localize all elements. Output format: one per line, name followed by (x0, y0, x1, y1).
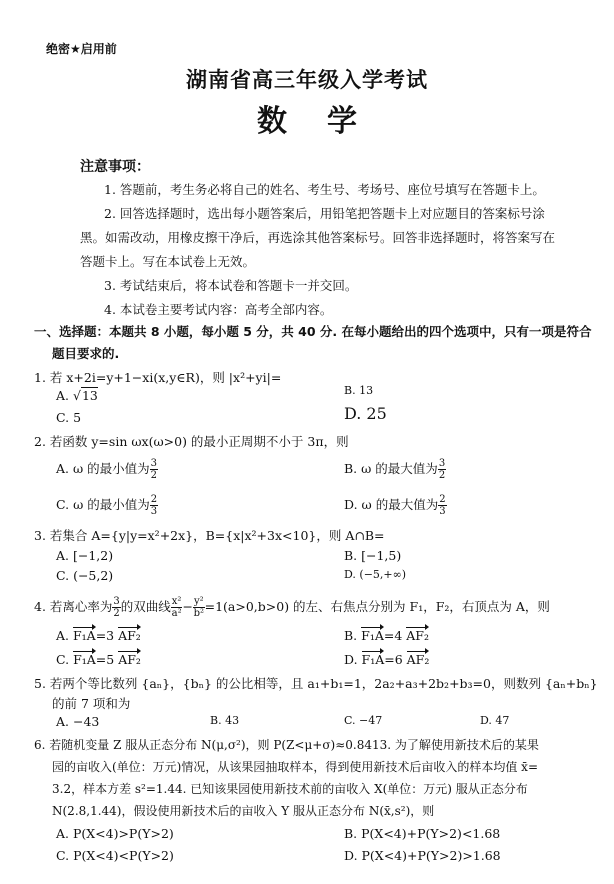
q1-option-b: B. 13 (344, 384, 374, 397)
q1-option-d: D. 25 (344, 404, 387, 423)
section-heading-cont: 题目要求的. (52, 346, 120, 361)
q4-option-a: A. F₁A=3 AF₂ (56, 628, 141, 643)
exam-title: 湖南省高三年级入学考试 (186, 68, 428, 92)
q2-option-a: A. ω 的最小值为 $\frac{3}{2}$ (56, 458, 158, 481)
q2-option-b: B. ω 的最大值为 $\frac{3}{2}$ (344, 458, 446, 481)
q6-option-c: C. P(X<4)<P(Y>2) (56, 848, 174, 863)
q5-option-c: C. −47 (344, 714, 383, 727)
q1-option-a: A. √13 (56, 388, 98, 403)
q6-option-a: A. P(X<4)>P(Y>2) (56, 826, 174, 841)
q6-option-d: D. P(X<4)+P(Y>2)>1.68 (344, 848, 501, 863)
q5-option-b: B. 43 (210, 714, 240, 727)
notice-item-2-cont: 黑。如需改动，用橡皮擦干净后，再选涂其他答案标号。回答非选择题时，将答案写在 (80, 230, 556, 245)
q3-stem: 3. 若集合 A={y|y=x²+2x}，B={x|x²+3x<10}，则 A∩B= (34, 528, 385, 543)
q5-stem: 5. 若两个等比数列 {aₙ}，{bₙ} 的公比相等，且 a₁+b₁=1，2a₂+a₃+2b₂+b₃=0，则数列 {aₙ+bₙ} (34, 676, 598, 691)
notice-heading: 注意事项： (80, 159, 150, 175)
q3-option-d: D. (−5,+∞) (344, 568, 407, 581)
q4-option-d: D. F₁A=6 AF₂ (344, 652, 430, 667)
notice-item-4: 4. 本试卷主要考试内容：高考全部内容。 (104, 302, 333, 317)
q6-stem-line2: 园的亩收入(单位：万元)情况，从该果园抽取样本，得到使用新技术后亩收入的样本均值 x̄= (52, 760, 539, 774)
q1-stem: 1. 若 x+2i=y+1−xi(x,y∈R)，则 |x²+yi|= (34, 370, 282, 385)
q5-stem-cont: 的前 7 项和为 (52, 696, 131, 711)
q2-stem: 2. 若函数 y=sin ωx(ω>0) 的最小正周期不小于 3π，则 (34, 434, 349, 449)
notice-item-2: 2. 回答选择题时，选出每小题答案后，用铅笔把答题卡上对应题目的答案标号涂 (104, 206, 545, 221)
q3-option-a: A. [−1,2) (56, 548, 114, 563)
notice-item-3: 3. 考试结束后，将本试卷和答题卡一并交回。 (104, 278, 358, 293)
q6-stem: 6. 若随机变量 Z 服从正态分布 N(μ,σ²)，则 P(Z<μ+σ)≈0.8413. 为了解使用新技术后的某果 (34, 738, 539, 752)
notice-item-1: 1. 答题前，考生务必将自己的姓名、考生号、考场号、座位号填写在答题卡上。 (104, 182, 545, 197)
q5-option-d: D. 47 (480, 714, 510, 727)
q4-option-b: B. F₁A=4 AF₂ (344, 628, 429, 643)
q2-option-c: C. ω 的最小值为 $\frac{2}{3}$ (56, 494, 158, 517)
q4-stem: 4. 若离心率为 $\frac{3}{2}$ 的双曲线 $\frac{\text{x²}}{\text{a²}}$ − $\frac{\text{y²}}{\text{b²}}$ =1(a>0,b>0) 的左、右焦点分别为 F₁，F₂，右顶点为 A，则 (34, 596, 550, 619)
notice-item-2-end: 答题卡上。写在本试卷上无效。 (80, 254, 256, 269)
q6-stem-line3: 3.2，样本方差 s²=1.44. 已知该果园使用新技术前的亩收入 X(单位：万元) 服从正态分布 (52, 782, 528, 796)
section-heading: 一、选择题：本题共 8 小题，每小题 5 分，共 40 分. 在每小题给出的四个选项中，只有一项是符合 (34, 324, 592, 339)
q4-option-c: C. F₁A=5 AF₂ (56, 652, 141, 667)
q6-option-b: B. P(X<4)+P(Y>2)<1.68 (344, 826, 501, 841)
q2-option-d: D. ω 的最大值为 $\frac{2}{3}$ (344, 494, 446, 517)
confidential-label: 绝密★启用前 (46, 42, 117, 56)
q6-stem-line4: N(2.8,1.44)，假设使用新技术后的亩收入 Y 服从正态分布 N(x̄,s²)，则 (52, 804, 435, 818)
q1-option-c: C. 5 (56, 410, 82, 425)
subject-title: 数学 (257, 104, 397, 139)
q3-option-b: B. [−1,5) (344, 548, 402, 563)
q5-option-a: A. −43 (56, 714, 100, 729)
q3-option-c: C. (−5,2) (56, 568, 114, 583)
